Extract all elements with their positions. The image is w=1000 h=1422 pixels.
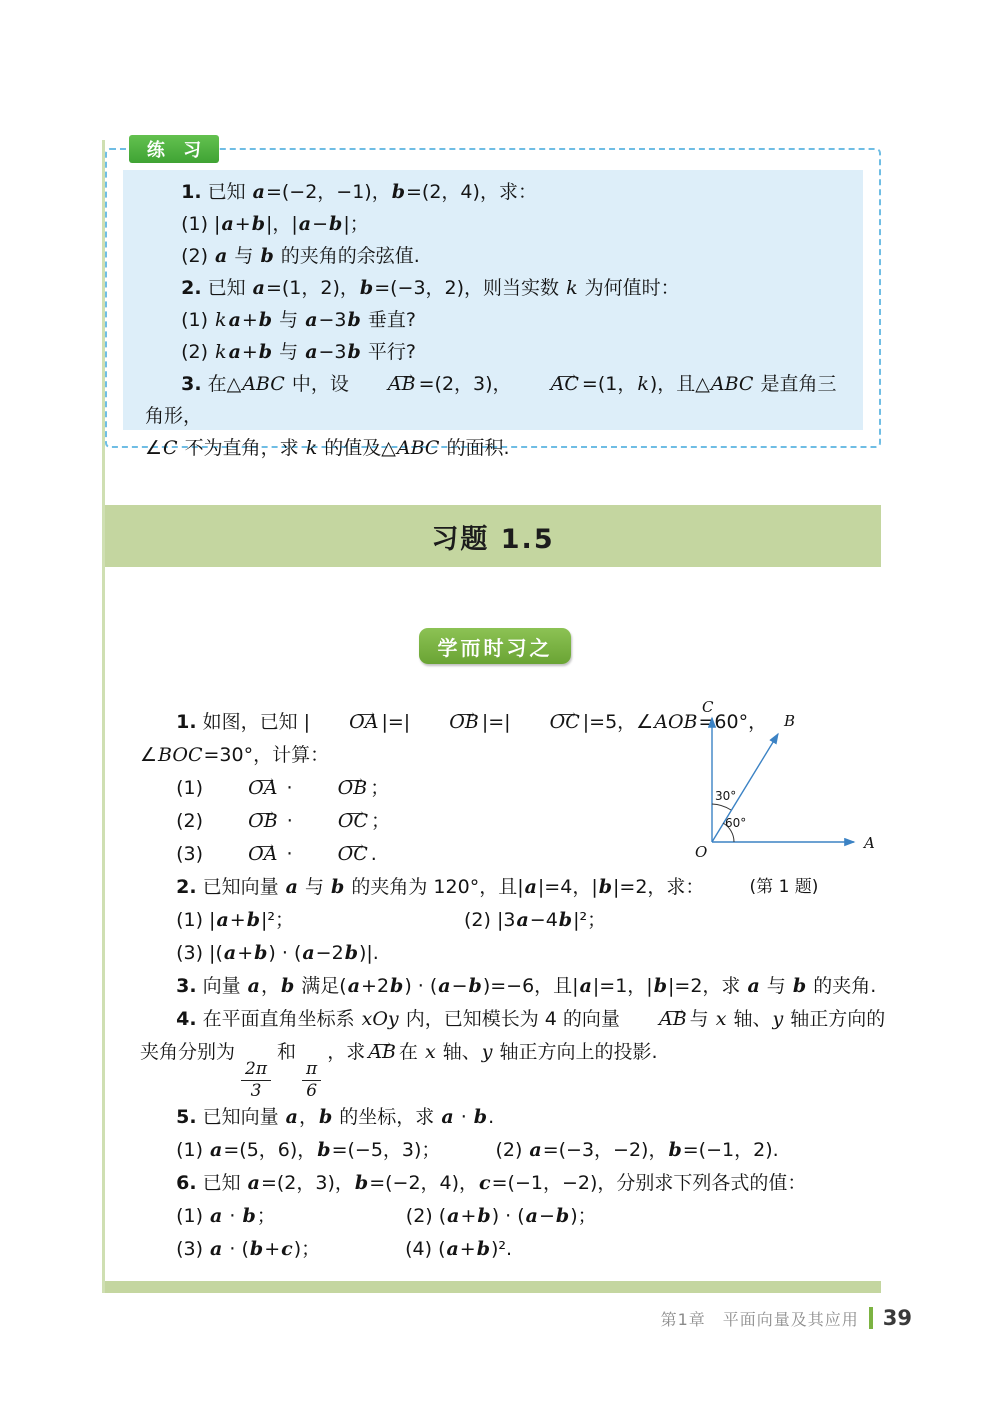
vector-symbol: a — [298, 213, 312, 235]
vector-symbol: b — [254, 942, 268, 964]
text-run: 平行? — [361, 341, 416, 363]
text-run: =(2，4)，求： — [406, 181, 537, 203]
vector-diagram — [688, 700, 880, 862]
problem-number: 6. — [176, 1172, 197, 1195]
text-run: (1) | — [181, 213, 221, 235]
text-run: 夹角分别为 — [140, 1041, 236, 1063]
vector-arrow-symbol: ⟶ OC — [514, 706, 580, 739]
vector-arrow-symbol: ⟶ OA — [212, 772, 277, 805]
text-run: 的值及△ — [318, 437, 396, 459]
text-run: =(1，2)， — [265, 277, 359, 299]
vector-symbol: a — [228, 309, 241, 331]
text-run: (1) — [176, 777, 210, 799]
text-run: (1) — [176, 1139, 210, 1162]
math-variable: y — [772, 1008, 784, 1030]
text-run: −4 — [529, 909, 558, 931]
text-run: · — [280, 810, 299, 832]
text-run: (1) | — [176, 909, 216, 931]
text-run: 已知 — [201, 181, 252, 203]
text-run: 已知向量 — [196, 876, 285, 898]
text-run: |； — [343, 213, 369, 235]
vector-symbol: b — [347, 341, 361, 363]
text-line — [140, 1101, 888, 1134]
vector-symbol: a — [210, 1238, 223, 1261]
text-run: (2) — [176, 810, 210, 832]
text-run: 的面积. — [440, 437, 510, 459]
vector-symbol: b — [249, 1238, 264, 1261]
text-run: 是直角三角形， — [145, 373, 837, 427]
problem-number: 2. — [181, 277, 202, 299]
text-run: =(−2，−1)， — [265, 181, 391, 203]
text-run: 如图，已知 | — [196, 711, 311, 733]
math-variable: k — [305, 437, 318, 459]
text-run: 在 — [398, 1041, 424, 1063]
practice-content — [123, 170, 863, 459]
point-o-label: O — [695, 843, 708, 861]
text-run: =(−1，−2)，分别求下列各式的值： — [491, 1172, 807, 1195]
text-run: ) · ( — [268, 942, 302, 964]
text-line — [140, 970, 888, 1003]
vector-symbol: a — [215, 245, 228, 267]
math-variable: ABC — [396, 437, 440, 459]
math-variable: C — [163, 437, 178, 459]
math-variable: k — [637, 373, 649, 395]
vector-symbol: a — [228, 341, 241, 363]
text-run: =(1， — [581, 373, 637, 395]
text-run: (2) ( — [405, 1205, 447, 1228]
text-run: )=−6，且| — [482, 975, 579, 997]
text-run: . — [488, 1106, 495, 1129]
text-run: =30°，计算： — [203, 744, 330, 766]
text-run: )|. — [358, 942, 379, 964]
text-run: (2) — [181, 341, 215, 363]
text-run: =(−3，2)，则当实数 — [374, 277, 566, 299]
text-run: 轴正方向上的投影. — [493, 1041, 658, 1063]
vector-symbol: a — [525, 1205, 538, 1228]
point-b-label: B — [784, 712, 796, 730]
text-run: ∠ — [140, 744, 158, 766]
vector-symbol: b — [260, 245, 274, 267]
text-line — [145, 176, 841, 208]
text-run: (1) — [176, 1205, 210, 1228]
vector-symbol: b — [477, 1205, 491, 1228]
subsection-badge: 学而时习之 — [419, 628, 571, 664]
text-run: (3) |( — [176, 942, 223, 964]
vector-symbol: a — [579, 975, 592, 997]
text-run: 轴、 — [727, 1008, 772, 1030]
text-run: 在△ — [201, 373, 242, 395]
vector-symbol: b — [246, 909, 260, 931]
text-line — [145, 432, 841, 464]
text-run: |²； — [573, 909, 607, 931]
text-run: (3) — [176, 843, 210, 865]
vector-arrow-symbol: ⟶ OB — [302, 772, 368, 805]
text-run: 已知向量 — [196, 1106, 285, 1129]
figure-caption: (第 1 题) — [749, 877, 819, 897]
math-variable: AOB — [654, 711, 698, 733]
math-variable: ABC — [710, 373, 754, 395]
vector-symbol: b — [317, 1139, 331, 1162]
text-run: · ( — [223, 1238, 249, 1261]
text-run: −3 — [318, 309, 347, 331]
text-run: =(2，3)， — [260, 1172, 354, 1195]
math-variable: x — [715, 1008, 727, 1030]
text-run: )². — [491, 1238, 513, 1261]
point-a-label: A — [864, 834, 875, 852]
text-run: )； — [570, 1205, 597, 1228]
text-run: =(−1，2). — [682, 1139, 779, 1162]
text-run: 的夹角为 120°，且| — [345, 876, 524, 898]
page-number: 39 — [882, 1306, 912, 1330]
vector-arrow-symbol: ⟶ AB — [368, 1036, 396, 1069]
text-run: ； — [371, 810, 391, 832]
vector-symbol: c — [281, 1238, 293, 1261]
text-run: 与 — [273, 341, 305, 363]
vector-symbol: a — [747, 975, 760, 997]
text-run: 和 — [277, 1041, 297, 1063]
bottom-bar — [105, 1281, 881, 1293]
text-run: (4) ( — [405, 1238, 446, 1261]
vector-figure — [688, 700, 880, 897]
text-run: (2) |3 — [464, 909, 516, 931]
text-run: + — [459, 1238, 476, 1261]
text-run: ， — [298, 1106, 318, 1129]
text-run: )，且△ — [649, 373, 710, 395]
vector-symbol: b — [476, 1238, 491, 1261]
problem-number: 5. — [176, 1106, 197, 1129]
text-run: + — [264, 1238, 281, 1261]
text-run: − — [312, 213, 329, 235]
text-run: 与 — [689, 1008, 715, 1030]
text-line — [140, 1003, 888, 1036]
vector-symbol: a — [247, 1172, 260, 1195]
vector-arrow-symbol: ⟶ AB — [352, 368, 416, 400]
text-line — [140, 1134, 888, 1167]
vector-symbol: b — [473, 1106, 488, 1129]
text-run: 已知 — [201, 277, 252, 299]
text-run: =(−5，3)； — [331, 1139, 441, 1162]
vector-symbol: c — [479, 1172, 491, 1195]
text-run: · — [454, 1106, 473, 1129]
vector-symbol: b — [258, 341, 273, 363]
text-run: −3 — [318, 341, 347, 363]
text-run: 内，已知模长为 4 的向量 — [399, 1008, 620, 1030]
text-run: |=1，| — [592, 975, 653, 997]
vector-symbol: a — [305, 309, 318, 331]
problem-number: 3. — [176, 975, 197, 997]
fraction: $\frac{2\pi}{3}$ — [241, 1060, 271, 1101]
angle-arc-30 — [712, 804, 731, 810]
text-run: |=4，| — [537, 876, 598, 898]
text-run: =(−3，−2)， — [542, 1139, 668, 1162]
vector-symbol: a — [285, 876, 298, 898]
problem-number: 1. — [181, 181, 202, 203]
text-line — [145, 368, 841, 432]
vector-arrow-symbol: ⟶ OA — [212, 838, 277, 871]
text-run: ，求 — [327, 1041, 366, 1063]
math-variable: xOy — [361, 1008, 399, 1030]
chapter-title: 第1章 平面向量及其应用 — [660, 1309, 859, 1329]
text-run: 的夹角. — [807, 975, 877, 997]
vector-symbol: a — [221, 213, 234, 235]
vector-arrow-symbol: ⟶ OC — [302, 838, 368, 871]
text-run: |=5，∠ — [582, 711, 654, 733]
vector-symbol: a — [524, 876, 537, 898]
text-line — [140, 1233, 888, 1266]
text-run: −2 — [315, 942, 344, 964]
text-run: 轴正方向的 — [784, 1008, 886, 1030]
text-run: |，| — [265, 213, 298, 235]
math-variable: y — [481, 1041, 493, 1063]
text-run: |=2，求 — [668, 975, 747, 997]
vector-symbol: b — [344, 942, 358, 964]
vector-symbol: b — [331, 876, 345, 898]
vector-symbol: a — [210, 1205, 223, 1228]
text-run: 的坐标，求 — [333, 1106, 441, 1129]
text-run: 中，设 — [285, 373, 349, 395]
text-run: |=| — [381, 711, 411, 733]
text-run: 与 — [298, 876, 331, 898]
text-line — [140, 1167, 888, 1200]
vector-symbol: a — [438, 975, 451, 997]
text-run: ， — [260, 975, 280, 997]
vector-symbol: b — [280, 975, 295, 997]
text-run: ) · ( — [491, 1205, 525, 1228]
vector-symbol: b — [468, 975, 482, 997]
text-line — [145, 336, 841, 368]
text-run: =(5，6)， — [223, 1139, 317, 1162]
vector-symbol: a — [210, 1139, 223, 1162]
math-variable: k — [566, 277, 578, 299]
vector-symbol: a — [305, 341, 318, 363]
footer-separator — [869, 1307, 873, 1329]
problem-number: 4. — [176, 1008, 197, 1030]
text-run: =(2，3)， — [418, 373, 512, 395]
text-run: 在平面直角坐标系 — [196, 1008, 361, 1030]
text-run: . — [370, 843, 377, 865]
vector-symbol: a — [302, 942, 315, 964]
text-run: + — [241, 309, 258, 331]
text-run: 为何值时： — [578, 277, 680, 299]
text-run: 与 — [273, 309, 305, 331]
vector-symbol: b — [242, 1205, 256, 1228]
text-run: )； — [293, 1238, 321, 1261]
text-run: (3) — [176, 1238, 210, 1261]
text-run: − — [451, 975, 468, 997]
text-run: 不为直角，求 — [178, 437, 305, 459]
angle-aob-label: 60° — [725, 816, 747, 830]
text-run: |=| — [481, 711, 511, 733]
vector-symbol: a — [516, 909, 529, 931]
math-variable: k — [215, 341, 227, 363]
text-run: +2 — [361, 975, 390, 997]
text-run: =(−2，4)， — [369, 1172, 479, 1195]
text-run: (2) — [495, 1139, 529, 1162]
text-run: + — [237, 942, 254, 964]
text-line — [140, 1036, 888, 1101]
vector-symbol: a — [216, 909, 229, 931]
math-variable: BOC — [158, 744, 203, 766]
text-run: · — [280, 777, 299, 799]
vector-symbol: b — [318, 1106, 333, 1129]
vector-symbol: a — [446, 1238, 459, 1261]
text-run: (1) — [181, 309, 215, 331]
vector-arrow-symbol: ⟶ AB — [623, 1003, 687, 1036]
vector-symbol: b — [391, 181, 406, 203]
text-run: − — [538, 1205, 555, 1228]
text-line — [145, 304, 841, 336]
text-run: ； — [370, 777, 390, 799]
text-run: 垂直? — [361, 309, 416, 331]
vector-symbol: b — [390, 975, 404, 997]
page-footer — [661, 1306, 912, 1330]
practice-label: 练 习 — [129, 135, 219, 163]
text-run: ； — [256, 1205, 276, 1228]
text-run: 轴、 — [436, 1041, 481, 1063]
text-run: + — [241, 341, 258, 363]
vector-arrow-symbol: ⟶ OA — [313, 706, 378, 739]
text-line — [140, 1200, 888, 1233]
text-run: ) · ( — [404, 975, 438, 997]
point-c-label: C — [702, 700, 714, 716]
text-run: + — [460, 1205, 477, 1228]
vector-symbol: a — [252, 277, 265, 299]
vector-symbol: a — [252, 181, 265, 203]
angle-boc-label: 30° — [715, 789, 737, 803]
vector-arrow-symbol: ⟶ OC — [302, 805, 368, 838]
text-run: =60°， — [698, 711, 768, 733]
math-variable: x — [424, 1041, 436, 1063]
math-variable: ABC — [242, 373, 285, 395]
vector-symbol: a — [223, 942, 237, 964]
text-line — [145, 240, 841, 272]
section-title: 习题 1.5 — [431, 523, 555, 555]
text-run: 与 — [228, 245, 260, 267]
text-run: |²； — [260, 909, 295, 931]
vector-symbol: b — [329, 213, 343, 235]
vector-symbol: b — [598, 876, 613, 898]
vector-symbol: b — [668, 1139, 682, 1162]
text-line — [145, 208, 841, 240]
text-run: + — [234, 213, 251, 235]
vector-arrow-symbol: ⟶ OB — [413, 706, 479, 739]
text-run: 向量 — [196, 975, 247, 997]
text-run: 与 — [760, 975, 792, 997]
vector-symbol: b — [354, 1172, 369, 1195]
text-run: · — [223, 1205, 242, 1228]
vector-symbol: b — [347, 309, 361, 331]
vector-symbol: a — [347, 975, 361, 997]
vector-symbol: b — [258, 309, 273, 331]
text-run: (2) — [181, 245, 215, 267]
vector-symbol: b — [558, 909, 573, 931]
text-run: + — [229, 909, 246, 931]
text-run: 已知 — [196, 1172, 247, 1195]
vector-symbol: a — [529, 1139, 542, 1162]
vector-symbol: a — [285, 1106, 298, 1129]
text-run: 满足( — [295, 975, 347, 997]
vector-symbol: b — [653, 975, 667, 997]
vector-symbol: b — [251, 213, 265, 235]
vector-symbol: b — [555, 1205, 570, 1228]
practice-box — [105, 140, 881, 459]
text-line — [140, 937, 888, 970]
text-run: 的夹角的余弦值. — [274, 245, 420, 267]
math-variable: k — [215, 309, 227, 331]
vector-arrow-symbol: ⟶ AC — [515, 368, 579, 400]
text-line — [145, 272, 841, 304]
text-line — [140, 904, 888, 937]
text-run: ∠ — [145, 437, 163, 459]
problem-number: 1. — [176, 711, 197, 733]
fraction: $\frac{\pi}{6}$ — [302, 1060, 321, 1101]
text-run: |=2，求： — [613, 876, 705, 898]
section-header — [105, 505, 881, 567]
vector-symbol: a — [247, 975, 260, 997]
vector-arrow-symbol: ⟶ OB — [212, 805, 278, 838]
problem-number: 3. — [181, 373, 202, 395]
problem-number: 2. — [176, 876, 197, 898]
vector-symbol: b — [359, 277, 374, 299]
vector-symbol: b — [792, 975, 807, 997]
vector-symbol: a — [441, 1106, 454, 1129]
text-run: · — [280, 843, 299, 865]
vector-symbol: a — [447, 1205, 460, 1228]
